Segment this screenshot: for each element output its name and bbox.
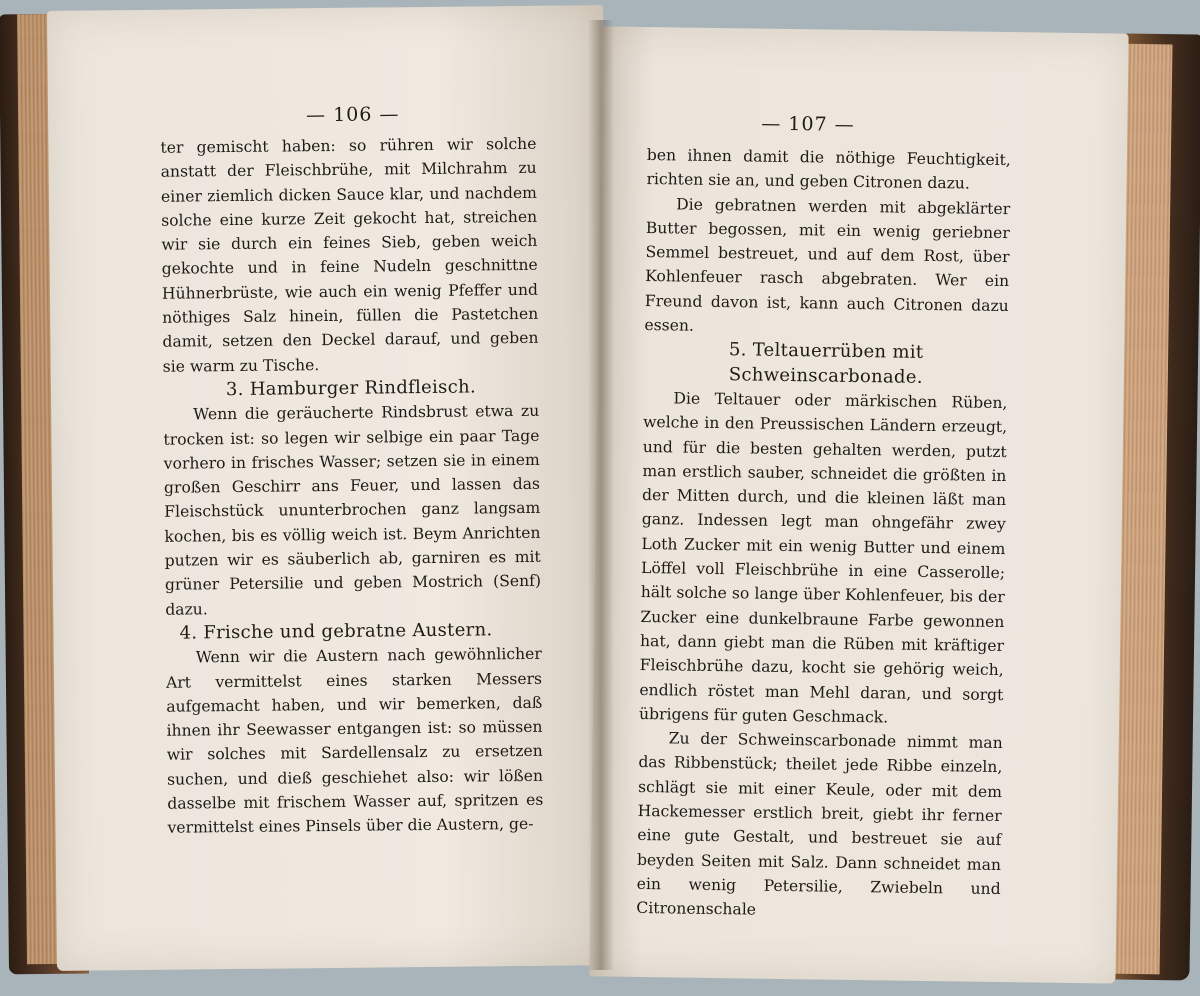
paragraph: Zu der Schweinscarbonade nimmt man das Ribbenstück; theilet jede Ribbe einzeln, schlägt sie mit einer Keule, oder mit dem Hackemesser erstlich breit, giebt ihr ferner eine gute Gestalt, und bestreuet sie auf beyden Seiten mit Salz. Dann schneidet man ein wenig Petersilie, Zwiebeln und Citronenschale	[636, 729, 1003, 919]
paragraph: ben ihnen damit die nöthige Feuchtigkeit, richten sie an, und geben Citronen dazu.	[646, 146, 1011, 193]
recipe-heading: 3. Hamburger Rindfleisch.	[225, 376, 477, 401]
right-page	[589, 26, 1128, 983]
page-number-right: — 107 —	[761, 112, 855, 136]
page-number-left: — 106 —	[305, 103, 400, 127]
recipe-heading: 4. Frische und gebratne Austern.	[179, 619, 493, 644]
paragraph: Die gebratnen werden mit abgeklärter Butter begossen, mit ein wenig geriebner Semmel bestreuet, und auf dem Rost, über Kohlenfeuer rasch abgebraten. Wer ein Freund davon ist, kann auch Citronen dazu essen.	[644, 195, 1011, 335]
right-page-text	[636, 143, 1011, 926]
paragraph: Die Teltauer oder märkischen Rüben, welche in den Preussischen Ländern erzeugt, und für die besten gehalten werden, putzt man erstlich sauber, schneidet die größten in der Mitten durch, und die kleinen läßt man ganz. Indessen legt man ohngefähr zwey Loth Zucker mit ein wenig Butter und einem Löffel voll Fleischbrühe in eine Casserolle; hält solche so lange über Kohlenfeuer, bis der Zucker eine dunkelbraune Farbe gewonnen hat, dann giebt man die Rüben mit kräftiger Fleischbrühe dazu, kocht sie gehörig weich, endlich röstet man Mehl daran, und sorgt übrigens für guten Geschmack.	[638, 389, 1008, 727]
left-page-text	[160, 132, 543, 841]
recipe-heading: 5. Teltauerrüben mit Schweinscarbonade.	[728, 339, 924, 388]
paragraph: Wenn wir die Austern nach gewöhnlicher Art vermittelst eines starken Messers aufgemacht haben, und wir bemerken, daß ihnen ihr Seewasser entgangen ist: so müssen wir solches mit Sardellensalz zu ersetzen suchen, und dieß geschiehet also: wir lößen dasselbe mit frischem Wasser auf, spritzen es vermittelst eines Pinsels über die Austern, ge-	[165, 645, 544, 838]
paragraph: ter gemischt haben: so rühren wir solche anstatt der Fleischbrühe, mit Milchrahm zu einer ziemlich dicken Sauce klar, und nachdem solche eine kurze Zeit gekocht hat, streichen wir sie durch ein feines Sieb, geben weich gekochte und in feine Nudeln geschnittne Hühnerbrüste, wie auch ein wenig Pfeffer und nöthiges Salz hinein, füllen die Pastetchen damit, setzen den Deckel darauf, und geben sie warm zu Tische.	[160, 134, 539, 376]
left-page	[47, 5, 613, 971]
book-gutter	[588, 20, 614, 970]
paragraph: Wenn die geräucherte Rindsbrust etwa zu trocken ist: so legen wir selbige ein paar Tage vorhero in frisches Wasser; setzen sie in einem großen Geschirr ans Feuer, und lassen das Fleischstück ununterbrochen ganz langsam kochen, bis es völlig weich ist. Beym Anrichten putzen wir es säuberlich ab, garniren es mit grüner Petersilie und geben Mostrich (Senf) dazu.	[163, 402, 542, 619]
